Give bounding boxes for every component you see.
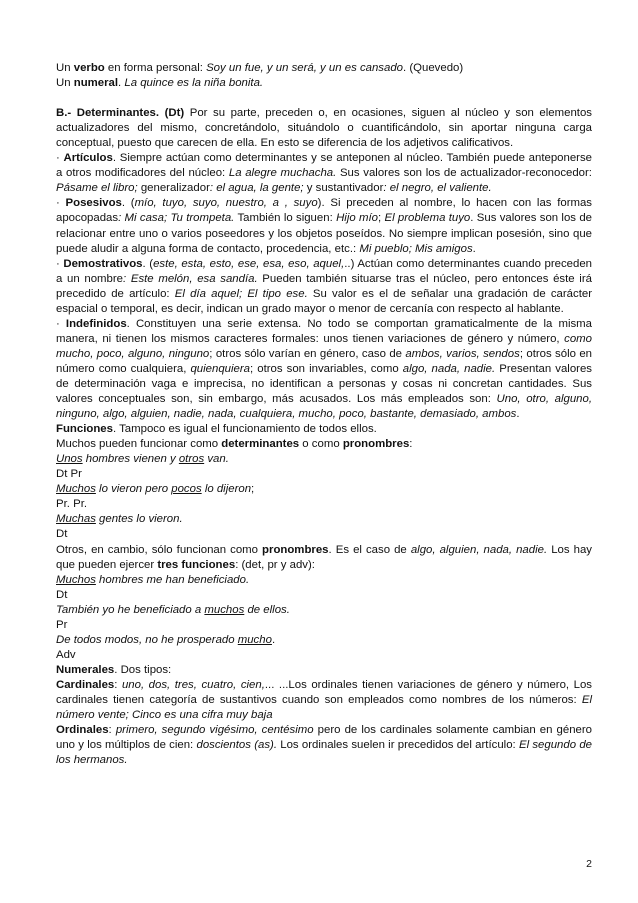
bold-text: pronombres: [262, 543, 329, 556]
italic-text: También yo he beneficiado a: [56, 603, 205, 616]
paragraph: [56, 497, 592, 512]
italic-text: van.: [204, 453, 229, 466]
italic-text: algo, nada, nadie.: [402, 362, 496, 375]
text-run: ·: [56, 152, 64, 165]
text-run: ... ...Los ordinales tienen variaciones de género y número, Los cardinales tienen categoría de sustantivos cuando son empleados como nombres de los números:: [56, 678, 592, 706]
text-run: . (: [142, 257, 154, 270]
bold-text: numeral: [73, 77, 119, 90]
text-run: Adv: [56, 648, 76, 661]
underlined-text: mucho: [237, 633, 272, 646]
italic-text: Soy un fue, y un será, y un es cansado: [206, 62, 404, 74]
text-run: Dt Pr: [56, 468, 82, 481]
italic-text: [56, 513, 96, 525]
text-run: Los ordinales suelen ir precedidos del artículo:: [276, 739, 519, 752]
blank-line: [56, 91, 592, 106]
bold-text: Indefinidos: [65, 317, 127, 330]
paragraph: [56, 61, 592, 76]
italic-text: algo, alguien, nada, nadie.: [410, 543, 548, 556]
text-run: Otros, en cambio, sólo funcionan como: [56, 543, 263, 556]
text-run: Su valor es el de señalar una gradación de carácter espacial o temporal, es decir, indican un grado mayor o menor de cercanía con respecto al hablante.: [56, 287, 592, 315]
text-run: . Dos tipos:: [114, 663, 172, 676]
text-run: . Constituyen una serie extensa. No todo se comportan gramaticalmente de la misma manera, ni tienen los mismos caracteres formales: unos tienen variaciones de género y número,: [56, 317, 592, 345]
text-run: y sustantivador: [303, 182, 384, 195]
text-run: . Tampoco es igual el funcionamiento de todos ellos.: [112, 423, 377, 436]
text-run: . (: [121, 197, 135, 210]
text-run: ;: [378, 212, 385, 225]
text-run: .: [472, 242, 476, 255]
paragraph: [56, 723, 592, 768]
italic-text: El día aquel; El tipo ese.: [174, 287, 308, 300]
italic-text: El segundo de los hermanos.: [56, 739, 592, 767]
paragraph: [56, 618, 592, 633]
italic-text: de ellos.: [244, 603, 290, 616]
text-run: ..) Actúan como determinantes cuando preceden a un nombre: [56, 257, 592, 285]
page-number: 2: [586, 858, 592, 870]
text-run: . (Quevedo): [403, 62, 464, 74]
italic-text: Pásame el libro;: [56, 182, 138, 195]
italic-text: hombres vienen y: [82, 453, 179, 466]
bold-text: Demostrativos: [63, 257, 143, 270]
bold-text: Artículos: [63, 152, 113, 165]
text-run: pero de los cardinales solamente cambian en género uno y los múltiplos de cien:: [56, 724, 593, 752]
bold-text: tres funciones: [157, 558, 236, 571]
text-run: .: [271, 633, 276, 646]
italic-text: El problema tuyo: [384, 212, 471, 225]
text-run: :: [108, 724, 116, 737]
text-run: Presentan valores de determinación vaga e imprecisa, no identifican a personas y cosas ni concretan cantidades. Sus valores conceptuales son, sin embargo, más acusados. Los más empleados son:: [56, 362, 592, 406]
paragraph: [56, 543, 592, 573]
paragraph: [56, 452, 592, 467]
text-run: Por su parte, preceden o, en ocasiones, siguen al núcleo y son elementos actualizadores del mismo, concretándolo, situándolo o cuantificándolo, sin aportar ninguna carga conceptual, puesto que carecen de ella. En esto se diferencia de los adjetivos calificativos.: [56, 107, 592, 150]
italic-text: [204, 604, 244, 616]
italic-text: [238, 634, 272, 646]
paragraph: [56, 151, 592, 196]
text-run: ). Si preceden al nombre, lo hacen con las formas apocopadas: [56, 197, 593, 225]
italic-text: El número vente; Cinco es una cifra muy baja: [56, 693, 592, 722]
italic-text: doscientos (as).: [196, 739, 277, 752]
italic-text: Hijo mío: [336, 212, 378, 225]
italic-text: ambos, varios, sendos: [405, 347, 520, 360]
bold-text: Funciones: [56, 423, 113, 436]
text-run: .: [516, 408, 520, 421]
paragraph: [56, 678, 592, 723]
italic-text: De todos modos, no he prosperado: [56, 633, 238, 646]
italic-text: primero, segundo vigésimo, centésimo: [115, 724, 314, 737]
text-run: ·: [56, 197, 66, 210]
paragraph: [56, 467, 592, 482]
paragraph: [56, 106, 592, 151]
paragraph: [56, 482, 592, 497]
bold-text: verbo: [73, 62, 105, 74]
bold-text: pronombres: [342, 438, 410, 451]
text-run: ; otros son invariables, como: [250, 362, 403, 375]
paragraph: [56, 527, 592, 542]
underlined-text: Muchas: [56, 513, 96, 526]
paragraph: [56, 573, 592, 588]
text-run: ;: [251, 483, 255, 496]
paragraph: [56, 196, 592, 256]
text-run: Dt: [56, 588, 68, 601]
text-run: . Es el caso de: [328, 543, 411, 556]
italic-text: quienquiera: [190, 362, 250, 375]
italic-text: [179, 453, 204, 465]
paragraph: [56, 422, 592, 437]
text-run: También lo siguen:: [234, 212, 337, 225]
underlined-text: Unos: [56, 453, 83, 466]
text-run: Un: [56, 62, 74, 74]
italic-text: La quince es la niña bonita.: [124, 77, 264, 90]
text-run: Sus valores son los de actualizador-reconocedor:: [336, 167, 592, 180]
text-run: ·: [56, 317, 66, 330]
italic-text: mío, tuyo, suyo, nuestro, a , suyo: [134, 197, 318, 210]
italic-text: La alegre muchacha.: [228, 167, 337, 180]
text-run: Dt: [56, 528, 68, 541]
text-run: . Sus valores son los de relacionar entre uno o varios poseedores y los objetos poseídos. No siempre implican posesión, sino que puede aludir a alguna forma de contacto, procedencia, etc.:: [56, 212, 592, 255]
paragraph: [56, 317, 592, 422]
italic-text: [56, 453, 83, 465]
text-run: generalizador: [137, 182, 210, 195]
italic-text: hombres me han beneficiado.: [95, 573, 250, 586]
italic-text: lo vieron pero: [95, 483, 172, 496]
bold-text: Numerales: [56, 663, 115, 676]
paragraph: [56, 648, 592, 663]
italic-text: : Este melón, esa sandía.: [123, 272, 258, 285]
text-run: .: [118, 77, 125, 90]
paragraph: [56, 633, 592, 648]
text-run: Pr: [56, 618, 68, 631]
text-run: Los hay que pueden ejercer: [56, 543, 592, 571]
bold-text: Cardinales: [56, 678, 115, 691]
text-run: : (det, pr y adv):: [235, 558, 315, 571]
text-run: . Siempre actúan como determinantes y se anteponen al núcleo. También puede anteponerse a otros modificadores del núcleo:: [56, 152, 592, 180]
bold-text: Posesivos: [65, 197, 122, 210]
text-run: ; otros sólo varían en género, caso de: [209, 347, 406, 360]
italic-text: Uno, otro, alguno, ninguno, algo, alguien, nadie, nada, cualquiera, mucho, poco, bastante, demasiado, ambos: [56, 393, 592, 421]
paragraph: [56, 603, 592, 618]
document-body: [56, 61, 592, 768]
text-run: Un: [56, 77, 74, 90]
underlined-text: Muchos: [56, 573, 96, 586]
text-run: o como: [299, 438, 343, 451]
italic-text: [56, 483, 96, 495]
bold-text: B.- Determinantes. (Dt): [56, 107, 185, 120]
paragraph: [56, 588, 592, 603]
bold-text: determinantes: [221, 438, 300, 451]
text-run: Pr. Pr.: [56, 498, 88, 511]
underlined-text: pocos: [171, 483, 202, 496]
text-run: en forma personal:: [104, 62, 207, 74]
text-run: :: [409, 438, 413, 451]
underlined-text: muchos: [204, 603, 245, 616]
italic-text: este, esta, esto, ese, esa, eso, aquel,: [153, 257, 345, 270]
italic-text: : el negro, el valiente.: [383, 182, 492, 195]
paragraph: [56, 663, 592, 678]
paragraph: [56, 257, 592, 317]
paragraph: [56, 76, 592, 91]
text-run: Pueden también situarse tras el núcleo, pero entonces éste irá precedido de artículo:: [56, 272, 592, 300]
italic-text: uno, dos, tres, cuatro, cien,: [121, 678, 265, 691]
italic-text: lo dijeron: [201, 483, 252, 496]
paragraph: [56, 512, 592, 527]
italic-text: Mi pueblo; Mis amigos: [359, 242, 473, 255]
italic-text: : el agua, la gente;: [209, 182, 304, 195]
italic-text: gentes lo vieron.: [95, 513, 183, 526]
underlined-text: otros: [178, 453, 205, 466]
italic-text: : Mi casa; Tu trompeta.: [118, 212, 235, 225]
italic-text: como mucho, poco, alguno, ninguno: [56, 332, 592, 360]
underlined-text: Muchos: [56, 483, 96, 496]
bold-text: Ordinales: [56, 724, 109, 737]
paragraph: [56, 437, 592, 452]
text-run: Muchos pueden funcionar como: [56, 438, 222, 451]
italic-text: [56, 574, 96, 586]
text-run: ·: [56, 257, 64, 270]
text-run: :: [114, 678, 122, 691]
text-run: ; otros sólo en número como cualquiera,: [56, 347, 593, 375]
italic-text: [171, 483, 201, 495]
